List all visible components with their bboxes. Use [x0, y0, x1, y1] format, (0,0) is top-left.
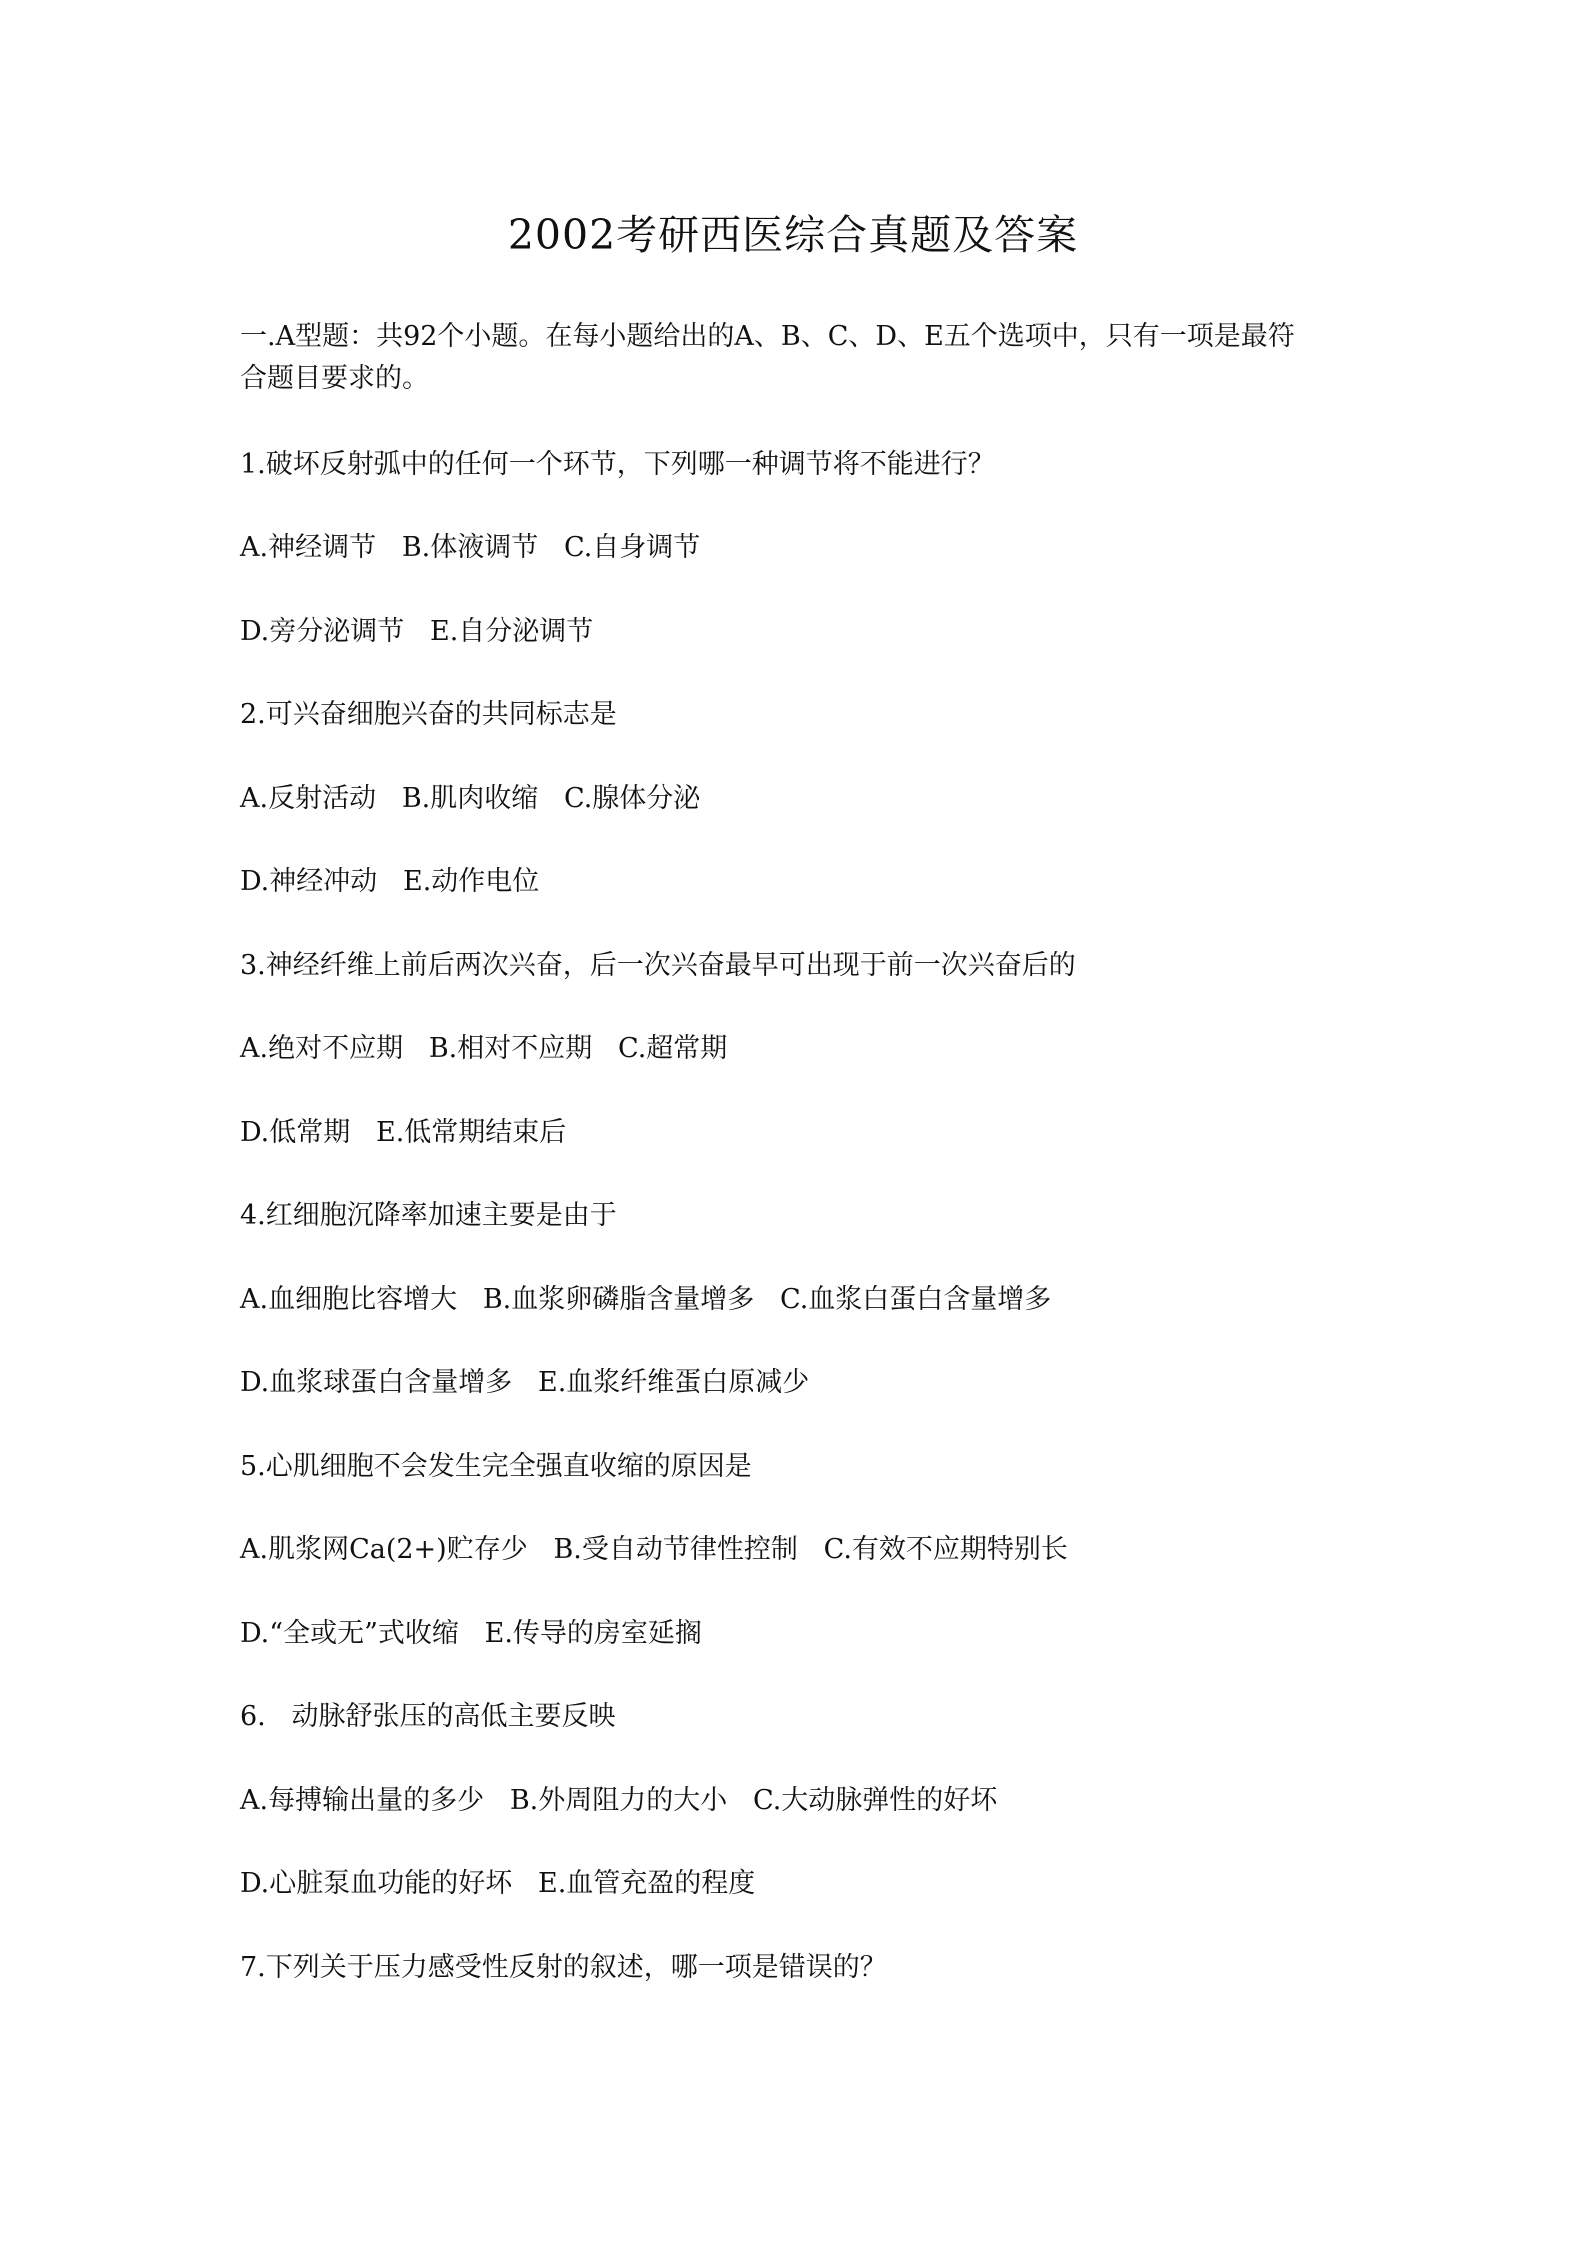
question-1-options-d-e: D.旁分泌调节 E.自分泌调节 [240, 616, 594, 647]
question-5-options-a-c: A.肌浆网Ca(2+)贮存少 B.受自动节律性控制 C.有效不应期特别长 [240, 1534, 1068, 1565]
question-1-options-a-c: A.神经调节 B.体液调节 C.自身调节 [240, 532, 701, 563]
question-5: 5.心肌细胞不会发生完全强直收缩的原因是 [240, 1451, 752, 1482]
question-3-options-d-e: D.低常期 E.低常期结束后 [240, 1117, 567, 1148]
question-4-options-d-e: D.血浆球蛋白含量增多 E.血浆纤维蛋白原减少 [240, 1367, 810, 1398]
question-3-options-a-c: A.绝对不应期 B.相对不应期 C.超常期 [240, 1033, 728, 1064]
question-4: 4.红细胞沉降率加速主要是由于 [240, 1200, 617, 1231]
question-6-options-d-e: D.心脏泵血功能的好坏 E.血管充盈的程度 [240, 1868, 756, 1899]
intro-line-2: 合题目要求的。 [240, 363, 429, 394]
intro-line-1: 一.A型题：共92个小题。在每小题给出的A、B、C、D、E五个选项中，只有一项是最符 [240, 321, 1295, 352]
question-5-options-d-e: D.“全或无”式收缩 E.传导的房室延搁 [240, 1618, 702, 1649]
question-2-options-a-c: A.反射活动 B.肌肉收缩 C.腺体分泌 [240, 783, 701, 814]
section-intro [240, 316, 1360, 400]
question-7: 7.下列关于压力感受性反射的叙述，哪一项是错误的？ [240, 1952, 887, 1983]
question-2-options-d-e: D.神经冲动 E.动作电位 [240, 866, 540, 897]
question-6-options-a-c: A.每搏输出量的多少 B.外周阻力的大小 C.大动脉弹性的好坏 [240, 1785, 998, 1816]
question-1: 1.破坏反射弧中的任何一个环节，下列哪一种调节将不能进行？ [240, 449, 995, 480]
question-2: 2.可兴奋细胞兴奋的共同标志是 [240, 699, 617, 730]
question-4-options-a-c: A.血细胞比容增大 B.血浆卵磷脂含量增多 C.血浆白蛋白含量增多 [240, 1284, 1052, 1315]
question-3: 3.神经纤维上前后两次兴奋，后一次兴奋最早可出现于前一次兴奋后的 [240, 950, 1076, 981]
page-title: 2002考研西医综合真题及答案 [507, 211, 1079, 259]
question-6: 6. 动脉舒张压的高低主要反映 [240, 1701, 616, 1732]
